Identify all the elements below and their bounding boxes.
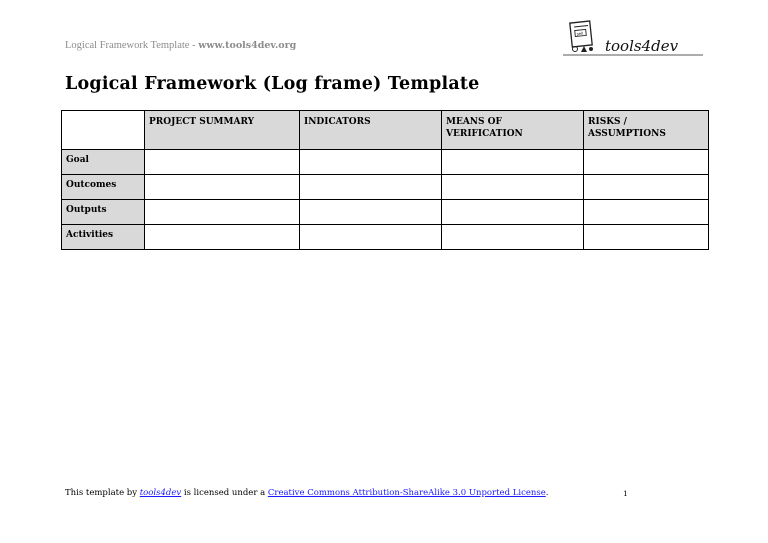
column-header-project-summary: PROJECT SUMMARY [145, 111, 300, 150]
table-cell[interactable] [584, 225, 709, 250]
table-cell[interactable] [584, 200, 709, 225]
tools4dev-logo [563, 18, 705, 60]
footer-text-2: is licensed under a [181, 488, 268, 498]
table-cell[interactable] [300, 175, 442, 200]
table-row [62, 200, 709, 225]
license-footer [65, 488, 548, 498]
header-site: www.tools4dev.org [198, 40, 297, 51]
table-row [62, 225, 709, 250]
table-cell[interactable] [442, 225, 584, 250]
table-row [62, 175, 709, 200]
tools4dev-link[interactable]: tools4dev [139, 488, 182, 498]
column-header-means-of-verification: MEANS OF VERIFICATION [442, 111, 584, 150]
table-cell[interactable] [584, 175, 709, 200]
table-cell[interactable] [145, 175, 300, 200]
row-header-goal: Goal [62, 150, 145, 175]
page-number: 1 [623, 489, 628, 498]
svg-text:sell: sell [576, 30, 584, 37]
table-cell[interactable] [145, 225, 300, 250]
table-cell[interactable] [442, 175, 584, 200]
svg-text:tools4dev: tools4dev [605, 37, 679, 55]
running-header [65, 40, 296, 51]
table-cell[interactable] [442, 150, 584, 175]
row-header-activities: Activities [62, 225, 145, 250]
corner-cell [62, 111, 145, 150]
table-cell[interactable] [145, 200, 300, 225]
table-cell[interactable] [300, 225, 442, 250]
row-header-outcomes: Outcomes [62, 175, 145, 200]
footer-text-1: This template by [65, 488, 140, 498]
column-header-indicators: INDICATORS [300, 111, 442, 150]
table-cell[interactable] [442, 200, 584, 225]
license-link[interactable]: Creative Commons Attribution-ShareAlike 3.0 Unported License [267, 488, 546, 498]
document-title: Logical Framework (Log frame) Template [65, 74, 480, 94]
header-row [62, 111, 709, 150]
table-cell[interactable] [300, 200, 442, 225]
table-cell[interactable] [300, 150, 442, 175]
table-cell[interactable] [145, 150, 300, 175]
footer-text-3: . [545, 488, 549, 498]
column-header-risks-assumptions: RISKS / ASSUMPTIONS [584, 111, 709, 150]
header-prefix: Logical Framework Template - [65, 40, 199, 51]
table-row [62, 150, 709, 175]
logframe-table [61, 110, 709, 250]
table-cell[interactable] [584, 150, 709, 175]
row-header-outputs: Outputs [62, 200, 145, 225]
logo-graphic [563, 18, 705, 60]
